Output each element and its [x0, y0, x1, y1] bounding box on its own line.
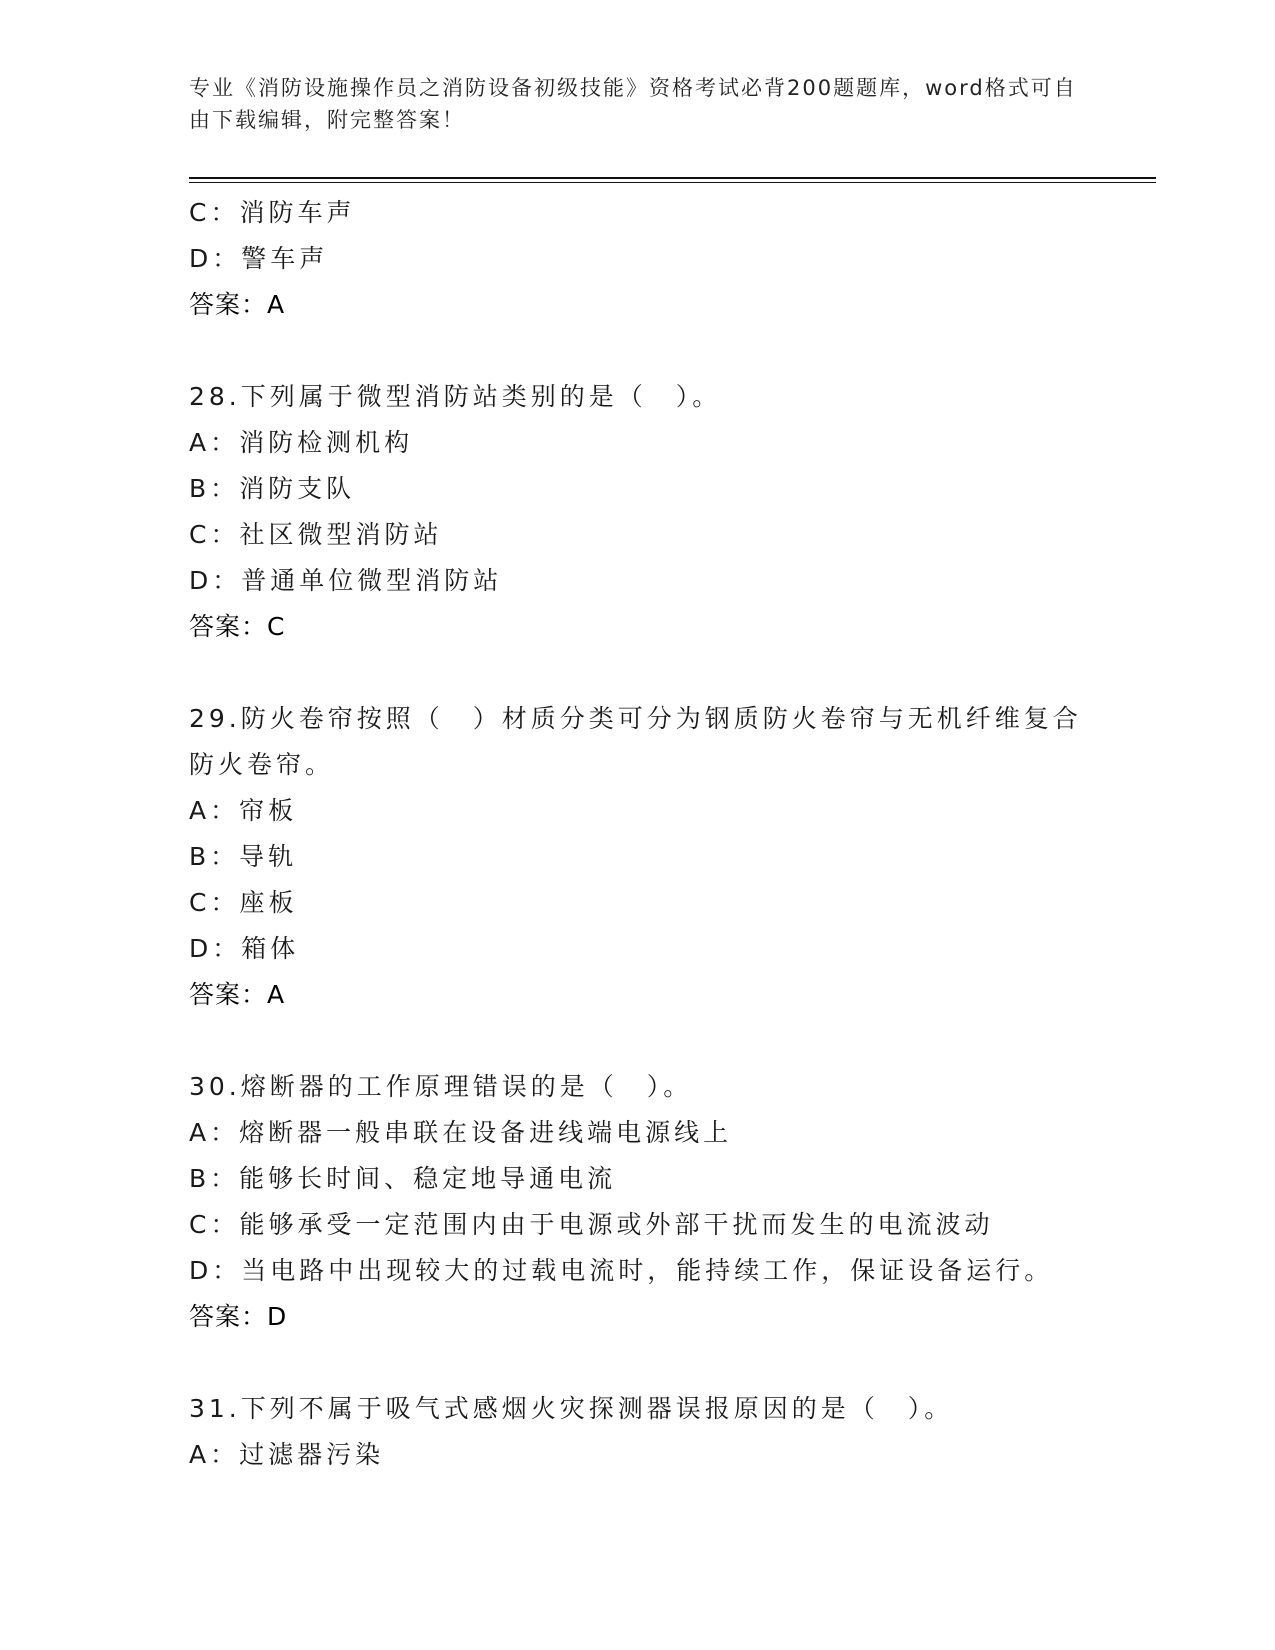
answer: 答案：C — [189, 612, 286, 641]
question-28 — [189, 374, 1089, 650]
document-body — [189, 190, 1089, 1478]
answer: 答案：D — [189, 1302, 288, 1331]
question-stem: 31.下列不属于吸气式感烟火灾探测器误报原因的是（ ）。 — [189, 1394, 954, 1423]
option-a: A：过滤器污染 — [189, 1440, 385, 1469]
question-30 — [189, 1064, 1089, 1340]
header-divider-thin — [189, 182, 1156, 183]
answer: 答案：A — [189, 980, 286, 1009]
option-b: B：导轨 — [189, 842, 298, 871]
option-b: B：能够长时间、稳定地导通电流 — [189, 1164, 617, 1193]
question-stem: 29.防火卷帘按照（ ）材质分类可分为钢质防火卷帘与无机纤维复合防火卷帘。 — [189, 704, 1082, 779]
question-29 — [189, 696, 1089, 1018]
option-d: D：箱体 — [189, 934, 300, 963]
option-c: C：能够承受一定范围内由于电源或外部干扰而发生的电流波动 — [189, 1210, 994, 1239]
option-a: A：帘板 — [189, 796, 298, 825]
question-stem: 30.熔断器的工作原理错误的是（ ）。 — [189, 1072, 693, 1101]
option-d: D：普通单位微型消防站 — [189, 566, 503, 595]
option-c: C：座板 — [189, 888, 298, 917]
answer: 答案：A — [189, 290, 286, 319]
option-c: C：消防车声 — [189, 198, 356, 227]
option-b: B：消防支队 — [189, 474, 356, 503]
question-27-tail — [189, 190, 1089, 328]
option-a: A：消防检测机构 — [189, 428, 414, 457]
header-divider — [189, 177, 1156, 179]
option-d: D：警车声 — [189, 244, 329, 273]
option-c: C：社区微型消防站 — [189, 520, 443, 549]
option-a: A：熔断器一般串联在设备进线端电源线上 — [189, 1118, 733, 1147]
page-header: 专业《消防设施操作员之消防设备初级技能》资格考试必背200题题库，word格式可自由下载编辑，附完整答案！ — [189, 76, 1077, 132]
question-31 — [189, 1386, 1089, 1478]
option-d: D：当电路中出现较大的过载电流时，能持续工作，保证设备运行。 — [189, 1256, 1054, 1285]
question-stem: 28.下列属于微型消防站类别的是（ ）。 — [189, 382, 722, 411]
